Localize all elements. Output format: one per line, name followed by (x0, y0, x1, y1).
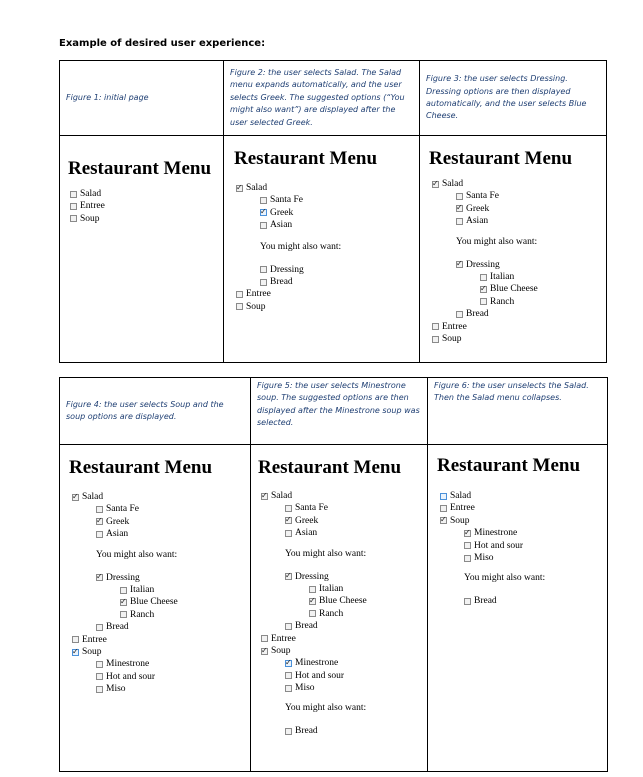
menu-item-asian[interactable]: Asian (72, 528, 178, 540)
hot-and-sour-checkbox[interactable] (464, 542, 471, 549)
salad-checkbox[interactable] (440, 493, 447, 500)
miso-checkbox[interactable] (96, 686, 103, 693)
menu-item-salad[interactable]: ✓ Salad (261, 490, 367, 502)
menu-item-ranch[interactable]: Ranch (72, 609, 178, 621)
menu-item-entree[interactable]: Entree (261, 633, 367, 645)
greek-checkbox[interactable] (285, 517, 292, 524)
santa-fe-checkbox[interactable] (96, 506, 103, 513)
figure-1-panel (60, 136, 224, 363)
suggestion-heading: You might also want: (456, 236, 538, 247)
menu-item-soup[interactable]: ✓ Soup (261, 645, 367, 657)
menu-tree (236, 182, 341, 313)
miso-checkbox[interactable] (464, 555, 471, 562)
soup-checkbox[interactable] (261, 648, 268, 655)
menu-tree (72, 491, 178, 695)
ranch-checkbox[interactable] (480, 298, 487, 305)
figure-3-caption-cell (420, 61, 607, 136)
menu-item-soup[interactable]: ✓ Soup (440, 515, 545, 527)
santa-fe-checkbox[interactable] (260, 197, 267, 204)
soup-checkbox[interactable] (72, 649, 79, 656)
suggestion-heading: You might also want: (96, 549, 178, 560)
menu-item-ranch[interactable]: Ranch (432, 296, 538, 308)
menu-item-miso[interactable]: Miso (440, 552, 545, 564)
italian-checkbox[interactable] (120, 587, 127, 594)
menu-item-italian[interactable]: Italian (261, 583, 367, 595)
blue-cheese-checkbox[interactable] (309, 598, 316, 605)
bread-checkbox[interactable] (285, 623, 292, 630)
menu-tree (432, 178, 538, 345)
asian-checkbox[interactable] (285, 530, 292, 537)
menu-item-greek[interactable]: ✓ Greek (72, 516, 178, 528)
figures-table-top (59, 60, 607, 363)
menu-item-blue-cheese[interactable]: ✓ Blue Cheese (72, 596, 178, 608)
figure-4-caption: Figure 4: the user selects Soup and the soup options are displayed. (66, 399, 224, 421)
menu-item-santa-fe[interactable]: Santa Fe (72, 503, 178, 515)
menu-item-miso[interactable]: Miso (261, 682, 367, 694)
bread-checkbox[interactable] (260, 279, 267, 286)
menu-item-bread[interactable]: Bread (236, 276, 341, 288)
menu-item-salad[interactable]: Salad (440, 490, 545, 502)
greek-checkbox[interactable] (456, 205, 463, 212)
menu-item-greek[interactable]: ✓ Greek (236, 207, 341, 219)
miso-checkbox[interactable] (285, 685, 292, 692)
menu-title: Restaurant Menu (437, 455, 581, 476)
menu-item-entree[interactable]: Entree (70, 200, 105, 212)
entree-checkbox[interactable] (261, 635, 268, 642)
italian-checkbox[interactable] (480, 274, 487, 281)
figure-3-caption: Figure 3: the user selects Dressing. Dressing options are then displayed automatically, and the user selects Blue Cheese. (426, 74, 587, 121)
menu-item-greek[interactable]: ✓ Greek (261, 515, 367, 527)
menu-item-bread[interactable]: Bread (72, 621, 178, 633)
dressing-checkbox[interactable] (285, 573, 292, 580)
soup-checkbox[interactable] (236, 303, 243, 310)
salad-checkbox[interactable] (432, 181, 439, 188)
dressing-checkbox[interactable] (260, 266, 267, 273)
bread-checkbox[interactable] (464, 598, 471, 605)
figure-1-caption-cell (60, 61, 224, 136)
menu-item-dressing[interactable]: ✓ Dressing (432, 259, 538, 271)
menu-item-hot-and-sour[interactable]: Hot and sour (261, 670, 367, 682)
menu-item-italian[interactable]: Italian (432, 271, 538, 283)
figure-3-panel (420, 136, 607, 363)
salad-checkbox[interactable] (72, 494, 79, 501)
menu-item-asian[interactable]: Asian (261, 527, 367, 539)
menu-item-dressing[interactable]: ✓ Dressing (72, 572, 178, 584)
menu-tree (440, 490, 545, 608)
menu-item-santa-fe[interactable]: Santa Fe (432, 190, 538, 202)
figure-4-caption-cell (60, 378, 251, 445)
figure-2-caption: Figure 2: the user selects Salad. The Salad menu expands automatically, and the user selects Greek. The suggested options (“You might also want”) are displayed after the user selected Greek. (230, 67, 405, 127)
menu-item-soup[interactable]: Soup (70, 213, 105, 225)
menu-item-bread[interactable]: Bread (432, 308, 538, 320)
menu-title: Restaurant Menu (429, 148, 573, 169)
menu-item-salad[interactable]: ✓ Salad (236, 182, 341, 194)
menu-item-salad[interactable]: ✓ Salad (72, 491, 178, 503)
figure-1-caption: Figure 1: initial page (66, 92, 149, 102)
entree-checkbox[interactable] (440, 505, 447, 512)
menu-item-italian[interactable]: Italian (72, 584, 178, 596)
salad-checkbox[interactable] (70, 191, 77, 198)
menu-item-minestrone[interactable]: ✓ Minestrone (261, 657, 367, 669)
minestrone-checkbox[interactable] (96, 661, 103, 668)
suggestion-heading: You might also want: (285, 548, 367, 559)
asian-checkbox[interactable] (456, 218, 463, 225)
ranch-checkbox[interactable] (309, 610, 316, 617)
bread-checkbox[interactable] (285, 728, 292, 735)
figure-6-panel (428, 445, 608, 772)
dressing-checkbox[interactable] (96, 574, 103, 581)
figure-4-panel (60, 445, 251, 772)
bread-checkbox[interactable] (456, 311, 463, 318)
suggestion-heading: You might also want: (464, 573, 546, 584)
suggestion-heading: You might also want: (285, 703, 367, 714)
blue-cheese-checkbox[interactable] (120, 599, 127, 606)
menu-item-minestrone[interactable]: ✓ Minestrone (440, 527, 545, 539)
menu-item-soup[interactable]: Soup (432, 333, 538, 345)
menu-item-santa-fe[interactable]: Santa Fe (236, 194, 341, 206)
menu-item-asian[interactable]: Asian (236, 219, 341, 231)
figure-2-panel (224, 136, 420, 363)
menu-item-blue-cheese[interactable]: ✓ Blue Cheese (261, 595, 367, 607)
entree-checkbox[interactable] (70, 203, 77, 210)
menu-item-entree[interactable]: Entree (236, 288, 341, 300)
figure-5-panel (251, 445, 428, 772)
menu-item-ranch[interactable]: Ranch (261, 608, 367, 620)
asian-checkbox[interactable] (260, 222, 267, 229)
soup-checkbox[interactable] (440, 517, 447, 524)
entree-checkbox[interactable] (72, 636, 79, 643)
blue-cheese-checkbox[interactable] (480, 286, 487, 293)
entree-checkbox[interactable] (432, 323, 439, 330)
menu-title: Restaurant Menu (68, 158, 212, 179)
suggestion-heading: You might also want: (260, 241, 342, 252)
menu-tree (261, 490, 367, 738)
menu-item-entree[interactable]: Entree (72, 634, 178, 646)
menu-item-hot-and-sour[interactable]: Hot and sour (72, 671, 178, 683)
menu-item-bread[interactable]: Bread (261, 725, 367, 737)
entree-checkbox[interactable] (236, 291, 243, 298)
italian-checkbox[interactable] (309, 586, 316, 593)
hot-and-sour-checkbox[interactable] (96, 673, 103, 680)
menu-item-bread[interactable]: Bread (261, 620, 367, 632)
figure-2-caption-cell (224, 61, 420, 136)
menu-item-santa-fe[interactable]: Santa Fe (261, 502, 367, 514)
menu-tree (70, 188, 105, 225)
menu-item-miso[interactable]: Miso (72, 683, 178, 695)
minestrone-checkbox[interactable] (285, 660, 292, 667)
menu-item-dressing[interactable]: ✓ Dressing (261, 571, 367, 583)
ranch-checkbox[interactable] (120, 611, 127, 618)
menu-item-minestrone[interactable]: Minestrone (72, 658, 178, 670)
salad-checkbox[interactable] (236, 185, 243, 192)
menu-title: Restaurant Menu (69, 457, 213, 478)
salad-checkbox[interactable] (261, 493, 268, 500)
menu-item-salad[interactable]: Salad (70, 188, 105, 200)
greek-checkbox[interactable] (96, 518, 103, 525)
figure-5-caption-cell (251, 378, 428, 445)
menu-item-greek[interactable]: ✓ Greek (432, 203, 538, 215)
menu-item-entree[interactable]: Entree (440, 502, 545, 514)
menu-item-soup[interactable]: Soup (236, 301, 341, 313)
santa-fe-checkbox[interactable] (456, 193, 463, 200)
minestrone-checkbox[interactable] (464, 530, 471, 537)
menu-item-dressing[interactable]: Dressing (236, 264, 341, 276)
menu-item-entree[interactable]: Entree (432, 321, 538, 333)
menu-item-salad[interactable]: ✓ Salad (432, 178, 538, 190)
asian-checkbox[interactable] (96, 531, 103, 538)
menu-item-blue-cheese[interactable]: ✓ Blue Cheese (432, 283, 538, 295)
document-title: Example of desired user experience: (59, 38, 266, 49)
figure-6-caption-cell (428, 378, 608, 445)
hot-and-sour-checkbox[interactable] (285, 672, 292, 679)
santa-fe-checkbox[interactable] (285, 505, 292, 512)
menu-item-hot-and-sour[interactable]: Hot and sour (440, 540, 545, 552)
figures-table-bottom (59, 377, 608, 772)
menu-item-soup[interactable]: ✓ Soup (72, 646, 178, 658)
menu-title: Restaurant Menu (258, 457, 402, 478)
greek-checkbox[interactable] (260, 209, 267, 216)
dressing-checkbox[interactable] (456, 261, 463, 268)
figure-6-caption: Figure 6: the user unselects the Salad. Then the Salad menu collapses. (434, 381, 589, 403)
soup-checkbox[interactable] (432, 336, 439, 343)
soup-checkbox[interactable] (70, 215, 77, 222)
bread-checkbox[interactable] (96, 624, 103, 631)
menu-item-bread[interactable]: Bread (440, 595, 545, 607)
menu-title: Restaurant Menu (234, 148, 378, 169)
menu-item-asian[interactable]: Asian (432, 215, 538, 227)
figure-5-caption: Figure 5: the user selects Minestrone soup. The suggested options are then displayed after the Minestrone soup was selected. (257, 381, 420, 428)
